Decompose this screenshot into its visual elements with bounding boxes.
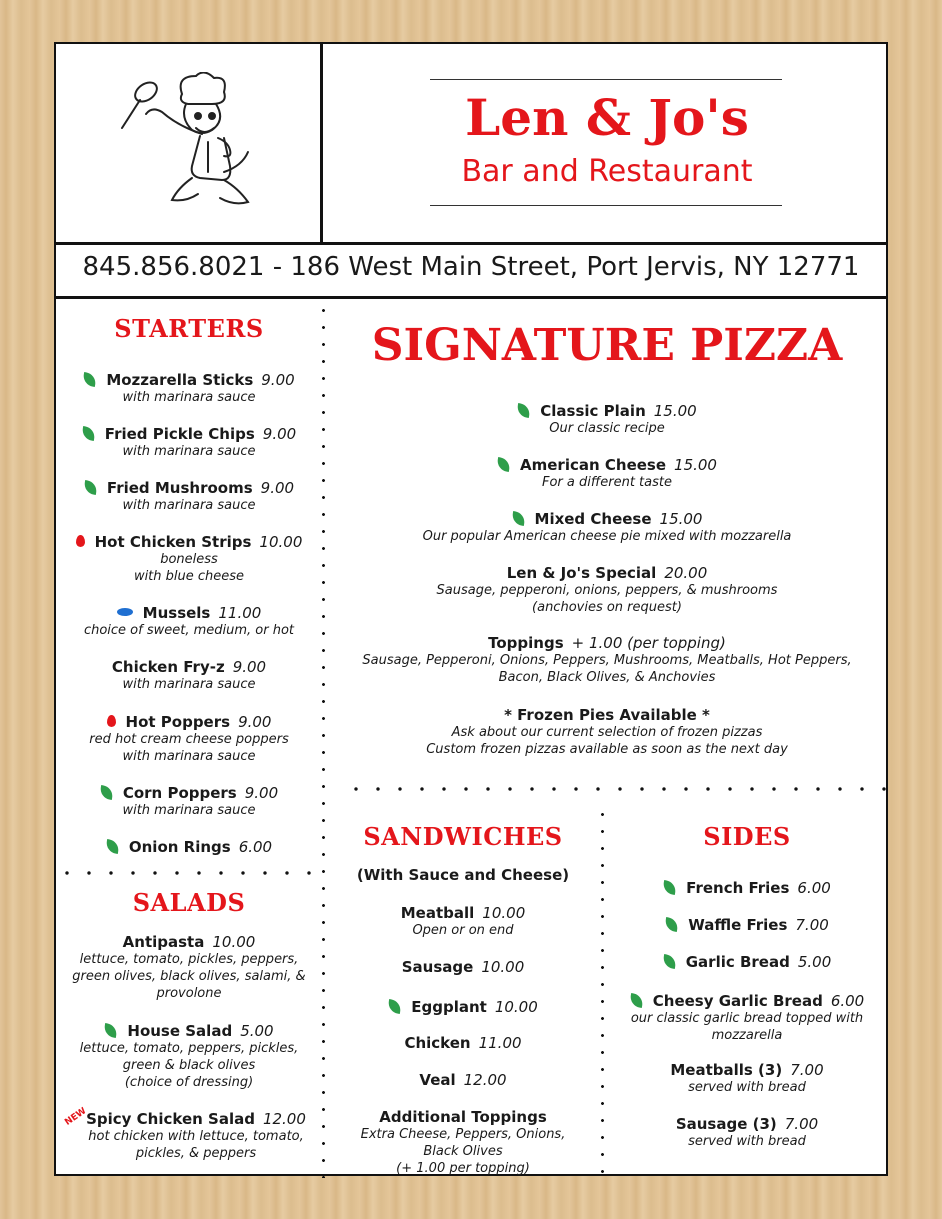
item-price: 11.00 (478, 1034, 522, 1052)
item-price: 10.00 (259, 533, 303, 551)
starter-item (56, 479, 322, 514)
item-name: Classic Plain (540, 402, 646, 420)
header-divider (320, 44, 323, 244)
item-desc: with marinara sauce (122, 498, 256, 513)
item-desc: served with bread (688, 1134, 806, 1149)
leaf-icon (662, 954, 677, 969)
item-name: Onion Rings (128, 838, 231, 856)
item-desc: Ask about our current selection of frozen pizzas (451, 725, 763, 740)
pizza-item (328, 634, 886, 686)
item-desc: choice of sweet, medium, or hot (83, 623, 295, 638)
chef-dog-logo (112, 72, 252, 222)
item-name: Sausage (3) (675, 1115, 777, 1133)
item-desc: boneless (160, 552, 218, 567)
starter-item (56, 658, 322, 693)
leaf-icon (510, 511, 525, 526)
item-desc: Sausage, pepperoni, onions, peppers, & mushrooms (436, 583, 778, 598)
item-name: Hot Chicken Strips (94, 533, 252, 551)
leaf-icon (83, 480, 98, 495)
item-name: Meatballs (3) (670, 1061, 783, 1079)
new-badge: NEW (63, 1106, 89, 1128)
starters-divider (322, 302, 325, 1178)
sandwich-item (328, 904, 598, 939)
pizza-bottom-divider (345, 787, 886, 791)
leaf-icon (99, 785, 114, 800)
item-name: Eggplant (411, 998, 487, 1016)
item-name: French Fries (686, 879, 790, 897)
starter-item (56, 784, 322, 819)
item-desc: hot chicken with lettuce, tomato, (88, 1129, 304, 1144)
item-name: Fried Mushrooms (106, 479, 253, 497)
sandwich-item (328, 1071, 598, 1089)
item-desc: (+ 1.00 per topping) (396, 1161, 530, 1176)
pizza-item (328, 402, 886, 437)
item-desc: (anchovies on request) (532, 600, 682, 615)
salad-item (56, 933, 322, 1002)
item-name: Additional Toppings (379, 1108, 547, 1126)
item-desc: served with bread (688, 1080, 806, 1095)
item-desc: green olives, black olives, salami, & (72, 969, 306, 984)
item-price: 6.00 (830, 992, 865, 1010)
item-price: 7.00 (795, 916, 829, 934)
item-price: 6.00 (797, 879, 831, 897)
pizza-item (328, 564, 886, 616)
item-price: 9.00 (238, 713, 272, 731)
flame-icon (107, 715, 116, 727)
item-price: 9.00 (244, 784, 279, 802)
menu-card (54, 42, 888, 1176)
item-desc: with blue cheese (133, 569, 245, 584)
side-item (608, 1061, 886, 1096)
item-name: Veal (419, 1071, 456, 1089)
item-name: Corn Poppers (122, 784, 237, 802)
item-desc: Custom frozen pizzas available as soon as the next day (426, 742, 788, 757)
restaurant-name: Len & Jo's (465, 88, 749, 147)
restaurant-subtitle: Bar and Restaurant (461, 154, 753, 189)
leaf-icon (496, 457, 511, 472)
sandwich-item (328, 958, 598, 976)
item-desc: lettuce, tomato, pickles, peppers, (79, 952, 299, 967)
item-desc: Open or on end (412, 923, 514, 938)
item-price: 7.00 (790, 1061, 824, 1079)
item-desc: mozzarella (711, 1028, 783, 1043)
item-desc: green & black olives (122, 1058, 256, 1073)
item-desc: For a different taste (542, 475, 672, 490)
pizza-item (328, 706, 886, 758)
item-name: Toppings (488, 634, 564, 652)
item-price: 5.00 (240, 1022, 274, 1040)
leaf-icon (662, 880, 677, 895)
item-price: 11.00 (218, 604, 262, 622)
item-name: Mozzarella Sticks (106, 371, 254, 389)
item-name: Antipasta (122, 933, 205, 951)
side-item (608, 992, 886, 1044)
item-name: Chicken (404, 1034, 471, 1052)
pizza-item (328, 510, 886, 545)
sandwiches-heading: SANDWICHES (363, 822, 563, 851)
leaf-icon (629, 993, 644, 1008)
starter-item (56, 425, 322, 460)
pizza-item (328, 456, 886, 491)
side-item (608, 879, 886, 897)
leaf-icon (103, 1023, 118, 1038)
item-name: Len & Jo's Special (506, 564, 657, 582)
item-name: House Salad (127, 1022, 233, 1040)
item-price: 9.00 (260, 479, 295, 497)
starter-item (56, 533, 322, 585)
item-price: 9.00 (262, 425, 297, 443)
item-price: 12.00 (463, 1071, 507, 1089)
title-top-rule (430, 79, 782, 80)
item-desc: red hot cream cheese poppers (89, 732, 289, 747)
starter-item (56, 838, 322, 856)
salad-item (56, 1022, 322, 1091)
starter-item (56, 604, 322, 639)
item-price: 15.00 (674, 456, 717, 474)
item-name: Meatball (400, 904, 475, 922)
item-desc: our classic garlic bread topped with (630, 1011, 864, 1026)
leaf-icon (387, 999, 402, 1014)
item-price: 9.00 (261, 371, 295, 389)
starters-heading: STARTERS (114, 314, 264, 343)
item-name: Hot Poppers (125, 713, 231, 731)
item-desc: Bacon, Black Olives, & Anchovies (498, 670, 716, 685)
starter-item (56, 713, 322, 765)
item-price: 10.00 (482, 904, 526, 922)
salad-item (66, 1110, 326, 1162)
sandwich-item (328, 1034, 598, 1052)
item-desc: Sausage, Pepperoni, Onions, Peppers, Mushrooms, Meatballs, Hot Peppers, (362, 653, 852, 668)
side-item (608, 953, 886, 971)
item-name: Cheesy Garlic Bread (652, 992, 823, 1010)
side-item (608, 1115, 886, 1150)
pizza-heading: SIGNATURE PIZZA (371, 320, 843, 371)
item-price: 12.00 (262, 1110, 306, 1128)
item-desc: Black Olives (423, 1144, 503, 1159)
item-price: 7.00 (784, 1115, 819, 1133)
item-price: 5.00 (797, 953, 832, 971)
fish-icon (117, 608, 133, 616)
item-price: 6.00 (238, 838, 273, 856)
item-price: 9.00 (232, 658, 267, 676)
item-desc: Extra Cheese, Peppers, Onions, (360, 1127, 566, 1142)
item-price: + 1.00 (per topping) (571, 634, 726, 652)
item-name: Mixed Cheese (534, 510, 652, 528)
item-price: 10.00 (481, 958, 525, 976)
sandwich-sides-divider (601, 806, 604, 1178)
item-desc: with marinara sauce (122, 677, 256, 692)
item-desc: with marinara sauce (122, 749, 256, 764)
leaf-icon (82, 372, 97, 387)
sandwich-item (328, 1108, 598, 1177)
item-price: 15.00 (659, 510, 703, 528)
salads-heading: SALADS (132, 888, 246, 917)
item-desc: lettuce, tomato, peppers, pickles, (79, 1041, 299, 1056)
contact-line: 845.856.8021 - 186 West Main Street, Port Jervis, NY 12771 (82, 252, 860, 282)
item-desc: with marinara sauce (122, 444, 256, 459)
leaf-icon (516, 403, 531, 418)
item-name: Fried Pickle Chips (104, 425, 255, 443)
item-name: Sausage (401, 958, 474, 976)
item-name: Waffle Fries (688, 916, 788, 934)
flame-icon (76, 535, 85, 547)
item-name: American Cheese (520, 456, 667, 474)
leaf-icon (664, 917, 679, 932)
side-item (608, 916, 886, 934)
item-name: * Frozen Pies Available * (504, 706, 710, 724)
item-price: 20.00 (664, 564, 708, 582)
leaf-icon (81, 426, 96, 441)
contact-bottom-rule (56, 296, 886, 299)
item-name: Spicy Chicken Salad (86, 1110, 255, 1128)
item-price: 10.00 (494, 998, 538, 1016)
sandwiches-note: (With Sauce and Cheese) (356, 866, 570, 884)
item-desc: with marinara sauce (122, 390, 256, 405)
item-price: 15.00 (653, 402, 697, 420)
starters-salads-divider (56, 871, 318, 875)
item-desc: Our classic recipe (549, 421, 665, 436)
item-name: Garlic Bread (685, 953, 790, 971)
item-desc: pickles, & peppers (135, 1146, 257, 1161)
sandwich-item (328, 998, 598, 1016)
item-name: Mussels (142, 604, 211, 622)
starter-item (56, 371, 322, 406)
sides-heading: SIDES (703, 822, 791, 851)
item-price: 10.00 (212, 933, 256, 951)
header-bottom-rule (56, 242, 886, 245)
item-desc: (choice of dressing) (124, 1075, 254, 1090)
item-desc: with marinara sauce (122, 803, 256, 818)
item-desc: provolone (156, 986, 222, 1001)
item-name: Chicken Fry-z (111, 658, 225, 676)
leaf-icon (105, 839, 120, 854)
title-bottom-rule (430, 205, 782, 206)
item-desc: Our popular American cheese pie mixed with mozzarella (422, 529, 792, 544)
